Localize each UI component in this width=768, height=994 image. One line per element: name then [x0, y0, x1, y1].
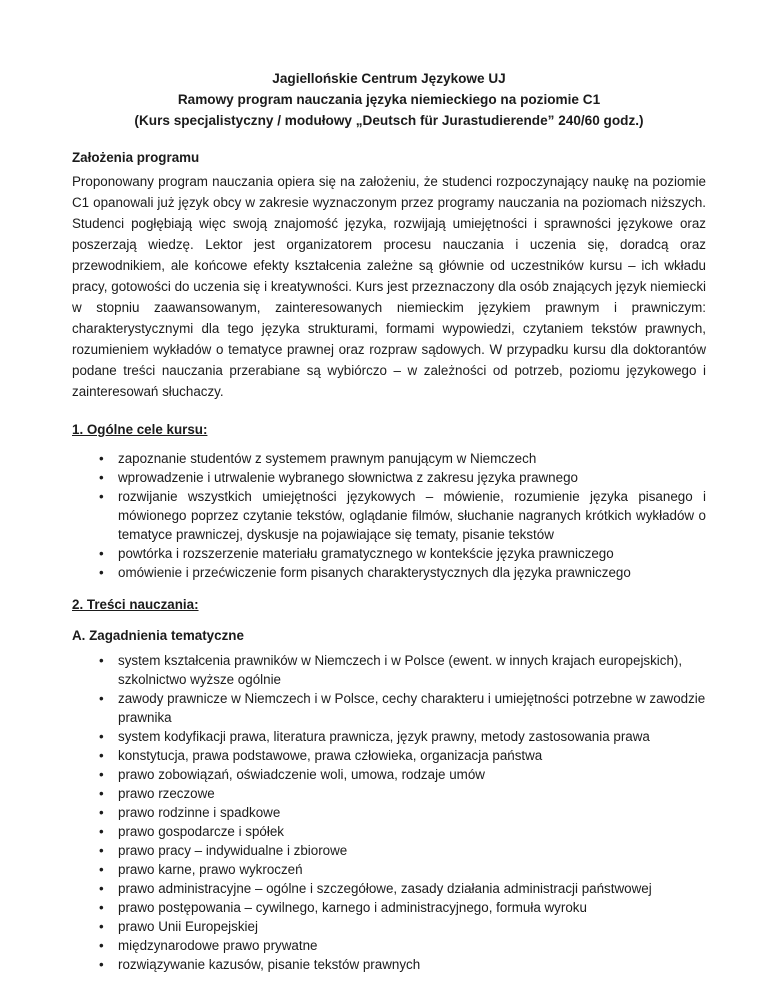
topic-item: • prawo rzeczowe: [72, 784, 706, 803]
document-header: [72, 68, 706, 131]
topic-item: • prawo rodzinne i spadkowe: [72, 803, 706, 822]
topic-item: • międzynarodowe prawo prywatne: [72, 936, 706, 955]
topic-item: • konstytucja, prawa podstawowe, prawa człowieka, organizacja państwa: [72, 746, 706, 765]
topic-item: • prawo postępowania – cywilnego, karnego i administracyjnego, formuła wyroku: [72, 898, 706, 917]
goal-item: • zapoznanie studentów z systemem prawnym panującym w Niemczech: [72, 449, 706, 468]
assumptions-paragraph: Proponowany program nauczania opiera się na założeniu, że studenci rozpoczynający naukę na poziomie C1 opanowali już język obcy w zakresie wyznaczonym przez programy nauczania na poziomach niższych. Studenci pogłębiają więc swoją znajomość języka, rozwijają umiejętności i sprawności językowe oraz poszerzają wiedzę. Lektor jest organizatorem procesu nauczania i uczenia się, doradcą oraz przewodnikiem, ale końcowe efekty kształcenia zależne są głównie od uczestników kursu – ich wkładu pracy, gotowości do uczenia się i kreatywności. Kurs jest przeznaczony dla osób znających język niemiecki w stopniu zaawansowanym, zainteresowanych niemieckim językiem prawnym i prawniczym: charakterystycznymi dla tego języka strukturami, formami wypowiedzi, czytaniem tekstów prawnych, rozumieniem wykładów o tematyce prawnej oraz rozpraw sądowych. W przypadku kursu dla doktorantów podane treści nauczania przerabiane są wybiórczo – w zależności od potrzeb, poziomu językowego i zainteresowań słuchaczy.: [72, 174, 706, 399]
goals-list: [72, 449, 706, 582]
topic-item: • zawody prawnicze w Niemczech i w Polsce, cechy charakteru i umiejętności potrzebne w zawodzie prawnika: [72, 689, 706, 727]
goals-heading: 1. Ogólne cele kursu:: [72, 422, 208, 437]
goal-item: • rozwijanie wszystkich umiejętności językowych – mówienie, rozumienie języka pisanego i mówionego poprzez czytanie tekstów, oglądanie filmów, słuchanie nagranych krótkich wykładów o tematyce prawniczej, dyskusje na pojawiające się tematy, pisanie tekstów: [72, 487, 706, 544]
goal-item: • omówienie i przećwiczenie form pisanych charakterystycznych dla języka prawniczego: [72, 563, 706, 582]
header-program-title: Ramowy program nauczania języka niemieckiego na poziomie C1: [177, 92, 601, 107]
topic-item: • system kodyfikacji prawa, literatura prawnicza, język prawny, metody zastosowania prawa: [72, 727, 706, 746]
topic-item: • rozwiązywanie kazusów, pisanie tekstów prawnych: [72, 955, 706, 974]
topic-item: • prawo gospodarcze i spółek: [72, 822, 706, 841]
topic-item: • prawo pracy – indywidualne i zbiorowe: [72, 841, 706, 860]
assumptions-heading: Założenia programu: [72, 150, 200, 165]
goal-item: • wprowadzenie i utrwalenie wybranego słownictwa z zakresu języka prawnego: [72, 468, 706, 487]
goal-item: • powtórka i rozszerzenie materiału gramatycznego w kontekście języka prawniczego: [72, 544, 706, 563]
topic-item: • system kształcenia prawników w Niemczech i w Polsce (ewent. w innych krajach europejskich), szkolnictwo wyższe ogólnie: [72, 651, 706, 689]
topic-item: • prawo karne, prawo wykroczeń: [72, 860, 706, 879]
topic-item: • prawo zobowiązań, oświadczenie woli, umowa, rodzaje umów: [72, 765, 706, 784]
header-institution: Jagiellońskie Centrum Językowe UJ: [272, 71, 506, 86]
topics-heading: A. Zagadnienia tematyczne: [72, 628, 244, 643]
topic-item: • prawo Unii Europejskiej: [72, 917, 706, 936]
contents-heading: 2. Treści nauczania:: [72, 597, 199, 612]
topics-list: [72, 651, 706, 974]
header-course-subtitle: (Kurs specjalistyczny / modułowy „Deutsch für Jurastudierende” 240/60 godz.): [134, 113, 644, 128]
topic-item: • prawo administracyjne – ogólne i szczegółowe, zasady działania administracji państwowej: [72, 879, 706, 898]
